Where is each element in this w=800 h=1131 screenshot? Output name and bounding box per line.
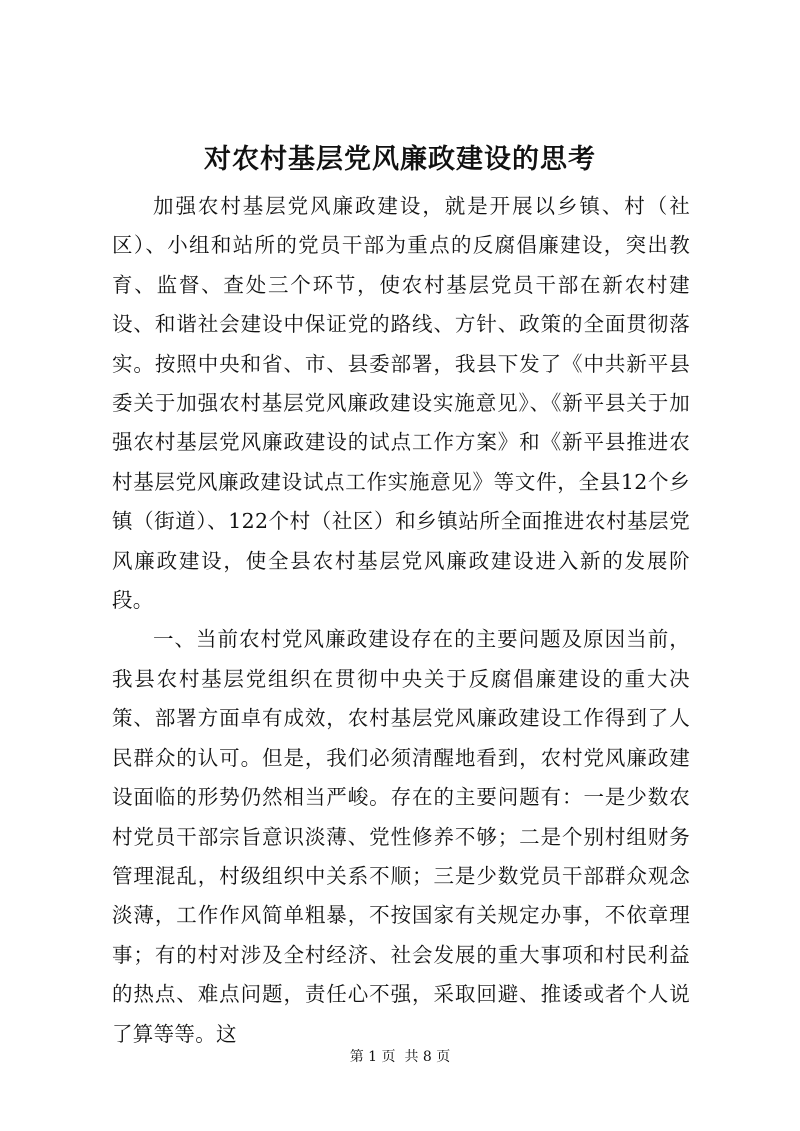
document-body	[112, 187, 690, 1054]
page-number-label: 第 1 页 共 8 页	[349, 1049, 451, 1065]
document-title: 对农村基层党风廉政建设的思考	[204, 144, 596, 175]
paragraph-intro: 加强农村基层党风廉政建设，就是开展以乡镇、村（社区）、小组和站所的党员干部为重点的反腐倡廉建设，突出教育、监督、查处三个环节，使农村基层党员干部在新农村建设、和谐社会建设中保证党的路线、方针、政策的全面贯彻落实。按照中央和省、市、县委部署，我县下发了《中共新平县委关于加强农村基层党风廉政建设实施意见》、《新平县关于加强农村基层党风廉政建设的试点工作方案》和《新平县推进农村基层党风廉政建设试点工作实施意见》等文件，全县12个乡镇（街道）、122个村（社区）和乡镇站所全面推进农村基层党风廉政建设，使全县农村基层党风廉政建设进入新的发展阶段。	[112, 194, 690, 613]
page-footer	[0, 1047, 800, 1067]
paragraph-section-one: 一、当前农村党风廉政建设存在的主要问题及原因当前，我县农村基层党组织在贯彻中央关于反腐倡廉建设的重大决策、部署方面卓有成效，农村基层党风廉政建设工作得到了人民群众的认可。但是，我们必须清醒地看到，农村党风廉政建设面临的形势仍然相当严峻。存在的主要问题有：一是少数农村党员干部宗旨意识淡薄、党性修养不够；二是个别村组财务管理混乱，村级组织中关系不顺；三是少数党员干部群众观念淡薄，工作作风简单粗暴，不按国家有关规定办事，不依章理事；有的村对涉及全村经济、社会发展的重大事项和村民利益的热点、难点问题，责任心不强，采取回避、推诿或者个人说了算等等。这	[112, 627, 690, 1046]
